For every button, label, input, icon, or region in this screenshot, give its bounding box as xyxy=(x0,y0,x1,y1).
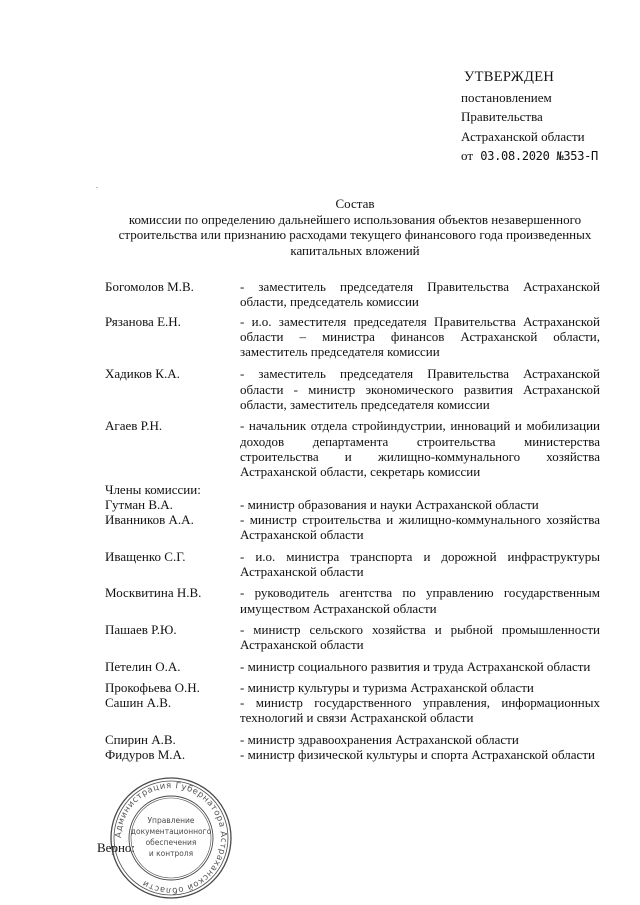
approval-date-value: 03.08.2020 №353-П xyxy=(480,149,598,163)
heading-title: Состав xyxy=(335,196,375,211)
member-role: - министр государственного управления, информационных технологий и связи Астраханской области xyxy=(240,695,600,726)
member-name: Москвитина Н.В. xyxy=(105,585,202,601)
member-role: - министр физической культуры и спорта Астраханской области xyxy=(240,747,595,763)
heading-subtitle: комиссии по определению дальнейшего использования объектов незавершенного строительства или признанию расходами текущего финансового года произведенных капитальных вложений xyxy=(118,211,592,258)
commission-list xyxy=(105,279,600,762)
stamp-center-line-3: обеспечения xyxy=(145,838,197,847)
member-row xyxy=(105,549,600,580)
member-name: Сашин А.В. xyxy=(105,695,172,711)
member-name: Иванников А.А. xyxy=(105,512,194,528)
member-role: - начальник отдела стройиндустрии, инноваций и мобилизации доходов департамента строительства министерства строительства и жилищно-коммунального хозяйства Астраханской области, секретарь комиссии xyxy=(240,418,600,480)
member-name: Гутман В.А. xyxy=(105,496,173,512)
member-row xyxy=(105,680,600,695)
approval-line-1: постановлением xyxy=(461,89,552,105)
member-row xyxy=(105,732,600,747)
member-role: - министр социального развития и труда Астраханской области xyxy=(240,658,591,674)
member-role: - министр строительства и жилищно-коммунального хозяйства Астраханской области xyxy=(240,512,600,543)
member-row xyxy=(105,585,600,616)
approval-title: УТВЕРЖДЕН xyxy=(464,69,555,85)
document-heading xyxy=(100,196,610,258)
member-row xyxy=(105,366,600,412)
member-name: Хадиков К.А. xyxy=(105,366,180,382)
stamp-center-line-4: и контроля xyxy=(148,849,194,858)
member-role: - и.о. министра транспорта и дорожной инфраструктуры Астраханской области xyxy=(240,548,600,580)
scan-mark xyxy=(96,187,98,188)
member-row xyxy=(105,512,600,543)
member-row xyxy=(105,279,600,310)
member-name: Прокофьева О.Н. xyxy=(105,679,200,695)
official-stamp xyxy=(106,776,236,900)
member-row xyxy=(105,747,600,762)
member-role: - министр сельского хозяйства и рыбной промышленности Астраханской области xyxy=(240,621,600,653)
member-name: Иващенко С.Г. xyxy=(105,548,186,564)
member-name: Пашаев Р.Ю. xyxy=(105,621,177,637)
member-row xyxy=(105,418,600,479)
member-row xyxy=(105,314,600,360)
member-role: - заместитель председателя Правительства Астраханской области, председатель комиссии xyxy=(240,279,600,310)
member-name: Спирин А.В. xyxy=(105,731,176,747)
member-row xyxy=(105,622,600,653)
stamp-center-line-1: Управление xyxy=(147,816,195,825)
approval-date-line xyxy=(461,146,631,167)
approval-line-3: Астраханской области xyxy=(461,128,585,144)
members-heading: Члены комиссии: xyxy=(105,481,201,497)
member-role: - и.о. заместителя председателя Правительства Астраханской области – министра финансов Астраханской области, заместитель председателя комиссии xyxy=(240,313,600,360)
approval-line-2: Правительства xyxy=(461,109,543,124)
approval-block xyxy=(461,68,631,167)
certification-label: Верно: xyxy=(97,840,136,855)
member-role: - заместитель председателя Правительства Астраханской области - министр экономического развития Астраханской области, заместитель председателя комиссии xyxy=(240,366,600,413)
member-name: Петелин О.А. xyxy=(105,658,181,674)
stamp-center-line-2: документационного xyxy=(130,827,212,836)
member-row xyxy=(105,695,600,726)
member-role: - руководитель агентства по управлению государственным имуществом Астраханской области xyxy=(240,585,600,616)
member-row xyxy=(105,659,600,674)
member-role: - министр здравоохранения Астраханской области xyxy=(240,731,519,747)
member-role: - министр образования и науки Астраханской области xyxy=(240,496,539,512)
member-name: Богомолов М.В. xyxy=(105,279,194,294)
member-name: Рязанова Е.Н. xyxy=(105,313,181,329)
member-name: Фидуров М.А. xyxy=(105,747,186,763)
stamp-ring-text-path: Администрация Губернатора Астраханской области xyxy=(113,780,229,896)
member-row xyxy=(105,497,600,512)
member-role: - министр культуры и туризма Астраханской области xyxy=(240,679,534,695)
member-name: Агаев Р.Н. xyxy=(105,418,163,434)
approval-date-prefix: от xyxy=(461,148,474,163)
